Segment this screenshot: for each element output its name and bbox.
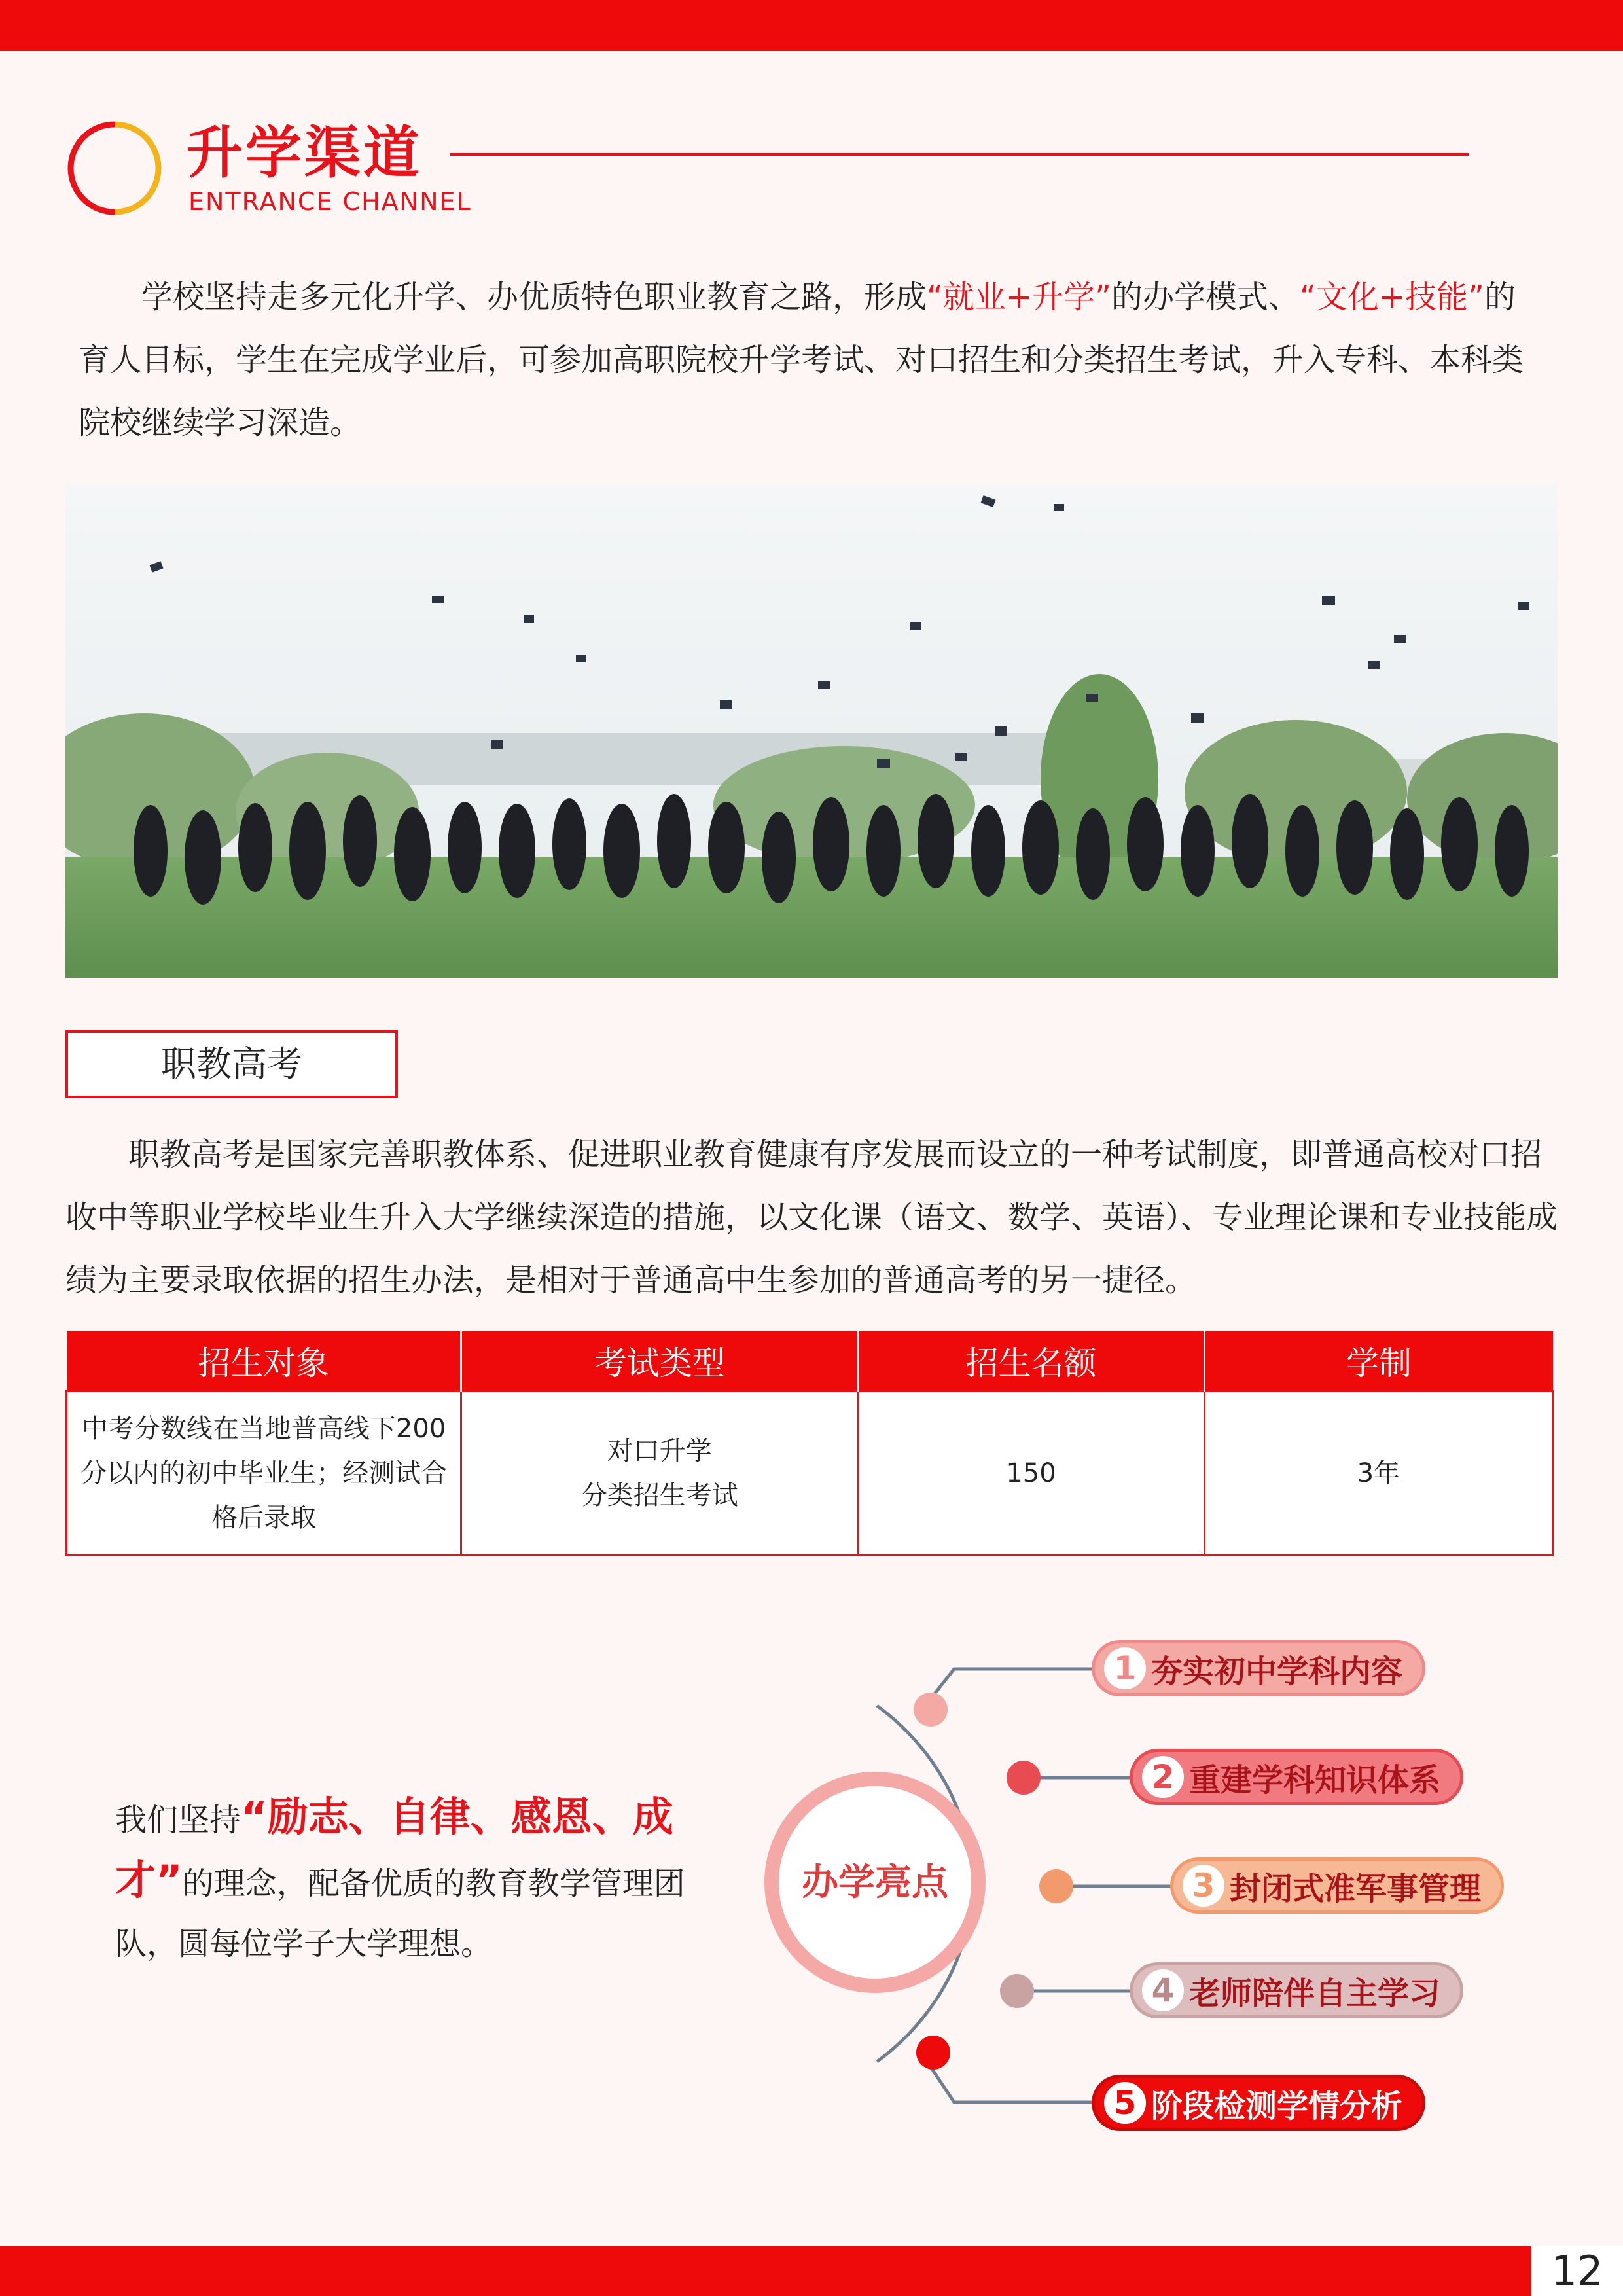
title-divider: [450, 153, 1469, 156]
highlight-item-4: [1130, 1962, 1463, 2018]
exam-type-line-2: 分类招生考试: [580, 1480, 738, 1511]
cell-target: 中考分数线在当地普高线下200分以内的初中毕业生；经测试合格后录取: [67, 1391, 461, 1556]
table-header-row: [67, 1331, 1553, 1391]
motto-values: “励志、自律、感恩、成才”: [115, 1793, 673, 1904]
page-number: 12: [1531, 2246, 1623, 2296]
header-quota: 招生名额: [858, 1331, 1204, 1391]
section-subtitle: ENTRANCE CHANNEL: [188, 187, 472, 216]
node-dot-1: [914, 1693, 948, 1727]
exam-type-line-1: 对口升学: [607, 1436, 712, 1466]
section-title: 升学渠道: [187, 120, 422, 186]
top-bar: [0, 0, 1623, 51]
highlight-num-1: 1: [1104, 1647, 1146, 1689]
node-dot-2: [1007, 1761, 1041, 1795]
enrollment-table: [65, 1331, 1554, 1556]
cell-exam-type: [461, 1391, 858, 1556]
highlight-item-3: [1170, 1857, 1504, 1914]
highlight-num-5: 5: [1104, 2082, 1146, 2124]
motto-text: 我们坚持“励志、自律、感恩、成才”的理念，配备优质的教育教学管理团队，圆每位学子大学理想。: [115, 1793, 685, 1962]
highlight-num-3: 3: [1183, 1865, 1224, 1907]
bottom-bar: [0, 2246, 1531, 2296]
title-ring-icon: [65, 119, 164, 217]
highlight-item-1: [1092, 1640, 1425, 1696]
highlights-diagram: [746, 1623, 1623, 2153]
header-target: 招生对象: [67, 1331, 461, 1391]
subsection-description: 职教高考是国家完善职教体系、促进职业教育健康有序发展而设立的一种考试制度，即普通高校对口招收中等职业学校毕业生升入大学继续深造的措施，以文化课（语文、数学、英语）、专业理论课和专业技能成绩为主要录取依据的招生办法，是相对于普通高中生参加的普通高考的另一捷径。: [65, 1136, 1558, 1299]
header-exam-type: 考试类型: [461, 1331, 858, 1391]
highlight-item-2: [1130, 1749, 1463, 1805]
highlight-num-4: 4: [1142, 1969, 1184, 2011]
highlight-text-3: 封闭式准军事管理: [1230, 1870, 1482, 1907]
cell-duration: 3年: [1204, 1391, 1552, 1556]
node-dot-4: [1000, 1974, 1034, 2008]
subsection-title: 职教高考: [65, 1030, 398, 1098]
highlight-text-2: 重建学科知识体系: [1189, 1761, 1441, 1799]
highlight-num-2: 2: [1142, 1756, 1184, 1798]
cell-quota: 150: [858, 1391, 1204, 1556]
highlight-text-1: 夯实初中学科内容: [1151, 1653, 1403, 1690]
graduation-photo: [65, 484, 1558, 978]
highlight-text-4: 老师陪伴自主学习: [1189, 1975, 1441, 2012]
intro-paragraph: 学校坚持走多元化升学、办优质特色职业教育之路，形成“就业+升学”的办学模式、“文化+技能”的育人目标，学生在完成学业后，可参加高职院校升学考试、对口招生和分类招生考试，升入专科、本科类院校继续学习深造。: [79, 279, 1524, 441]
highlights-center-label: 办学亮点: [802, 1861, 948, 1904]
table-row: [67, 1391, 1553, 1556]
highlight-item-5: [1092, 2075, 1425, 2131]
header-duration: 学制: [1204, 1331, 1552, 1391]
highlight-text-5: 阶段检测学情分析: [1151, 2087, 1403, 2125]
node-dot-5: [916, 2036, 950, 2070]
node-dot-3: [1039, 1869, 1073, 1903]
